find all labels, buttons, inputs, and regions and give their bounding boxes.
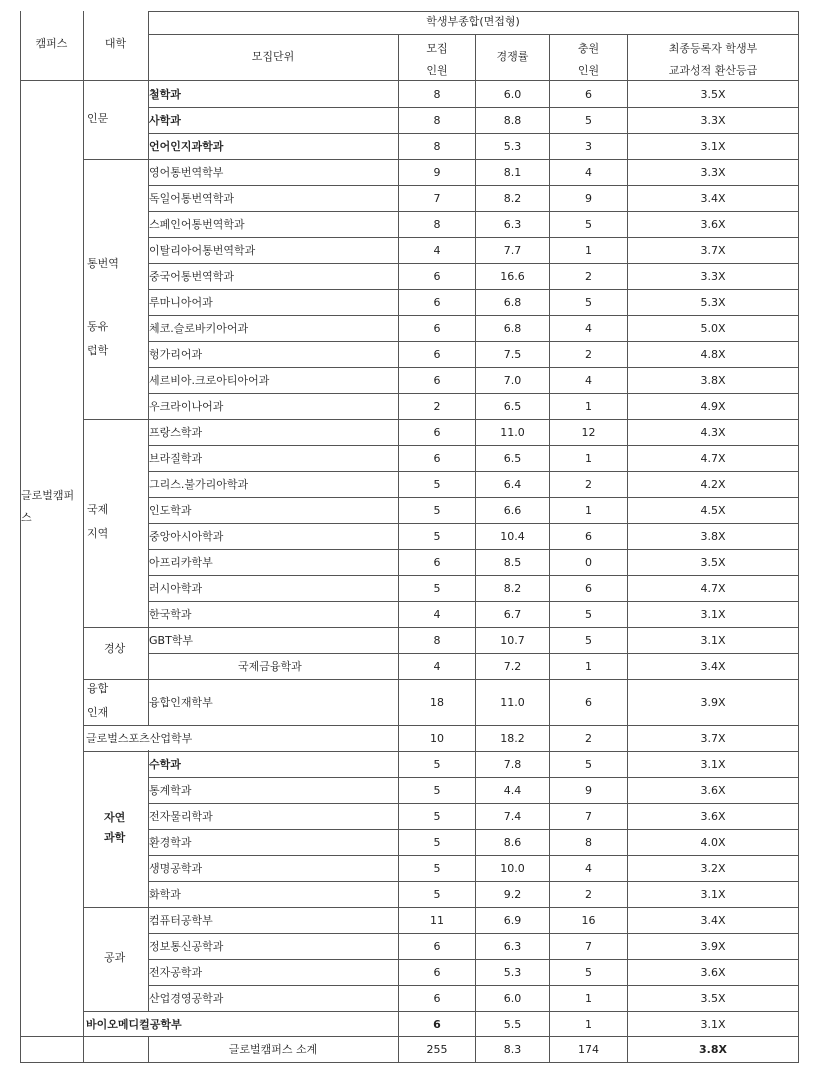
cell-extra: 2	[585, 478, 592, 491]
cell-grade: 4.0X	[700, 836, 726, 849]
cell-ratio: 5.3	[503, 140, 522, 153]
cell-extra: 12	[581, 426, 596, 439]
grid-line	[549, 34, 550, 1063]
cell-grade: 3.1X	[700, 608, 726, 621]
cell-grade: 3.5X	[700, 992, 726, 1005]
grid-line	[20, 1062, 799, 1063]
cell-quota: 2	[433, 400, 441, 413]
cell-unit: 생명공학과	[149, 862, 203, 875]
cell-quota: 6	[433, 992, 441, 1005]
cell-grade: 3.6X	[700, 966, 726, 979]
cell-extra: 6	[585, 530, 592, 543]
cell-quota: 6	[433, 966, 441, 979]
cell-extra: 6	[585, 696, 592, 709]
grid-line	[148, 471, 799, 472]
college-engineering: 공과	[104, 951, 126, 964]
total-extra: 174	[578, 1043, 599, 1056]
grid-line	[798, 11, 799, 1063]
cell-grade: 5.0X	[700, 322, 726, 335]
cell-quota: 8	[433, 88, 441, 101]
cell-extra: 2	[585, 888, 592, 901]
cell-extra: 9	[585, 784, 592, 797]
cell-unit: 중국어통번역학과	[149, 270, 235, 283]
cell-ratio: 8.1	[503, 166, 522, 179]
cell-unit: 글로벌스포츠산업학부	[86, 732, 193, 745]
cell-quota: 5	[433, 758, 441, 771]
cell-unit: 인도학과	[149, 504, 192, 517]
cell-extra: 1	[585, 504, 592, 517]
header-unit: 모집단위	[251, 50, 295, 63]
cell-grade: 3.3X	[700, 270, 726, 283]
cell-quota: 8	[433, 634, 441, 647]
cell-ratio: 5.3	[503, 966, 522, 979]
cell-quota: 6	[433, 374, 441, 387]
cell-quota: 5	[433, 504, 441, 517]
cell-grade: 5.3X	[700, 296, 726, 309]
cell-ratio: 7.4	[503, 810, 522, 823]
cell-grade: 4.3X	[700, 426, 726, 439]
cell-ratio: 6.6	[503, 504, 522, 517]
cell-grade: 3.2X	[700, 862, 726, 875]
cell-ratio: 8.2	[503, 582, 522, 595]
cell-extra: 5	[585, 608, 592, 621]
header-group: 학생부종합(면접형)	[426, 15, 520, 28]
cell-unit: 영어통번역학부	[149, 166, 224, 179]
cell-quota: 4	[433, 660, 441, 673]
cell-extra: 0	[585, 556, 592, 569]
college-business: 경상	[104, 642, 126, 655]
cell-quota: 8	[433, 218, 441, 231]
cell-quota: 5	[433, 862, 441, 875]
cell-unit: 사학과	[149, 114, 181, 127]
cell-extra: 7	[585, 940, 592, 953]
grid-line	[83, 725, 799, 726]
grid-line	[83, 11, 84, 1063]
college-convergence: 융합 인재	[87, 682, 109, 719]
cell-extra: 5	[585, 114, 592, 127]
cell-unit: 화학과	[149, 888, 181, 901]
cell-unit: 그리스.불가리아학과	[149, 478, 249, 491]
cell-extra: 5	[585, 966, 592, 979]
cell-extra: 4	[585, 322, 592, 335]
cell-extra: 1	[585, 1018, 592, 1031]
cell-quota: 8	[433, 140, 441, 153]
cell-grade: 3.1X	[700, 888, 726, 901]
cell-unit: GBT학부	[149, 634, 194, 647]
header-quota: 모집 인원	[426, 42, 448, 77]
grid-line	[83, 627, 799, 628]
cell-quota: 4	[433, 244, 441, 257]
cell-extra: 1	[585, 660, 592, 673]
cell-quota: 18	[430, 696, 444, 709]
grid-line	[20, 80, 799, 81]
cell-ratio: 6.8	[503, 296, 522, 309]
grid-line	[20, 11, 21, 1063]
grid-line	[148, 393, 799, 394]
grid-line	[148, 653, 799, 654]
cell-ratio: 4.4	[503, 784, 522, 797]
cell-extra: 1	[585, 452, 592, 465]
cell-quota: 6	[433, 556, 441, 569]
total-quota: 255	[426, 1043, 448, 1056]
grid-line	[148, 549, 799, 550]
cell-grade: 3.6X	[700, 784, 726, 797]
cell-ratio: 6.0	[503, 992, 522, 1005]
cell-extra: 1	[585, 992, 592, 1005]
cell-unit: 스페인어통번역학과	[149, 218, 245, 231]
cell-quota: 6	[433, 426, 441, 439]
cell-extra: 5	[585, 218, 592, 231]
cell-unit: 루마니아어과	[149, 296, 213, 309]
grid-line	[148, 601, 799, 602]
cell-extra: 6	[585, 88, 592, 101]
cell-grade: 3.6X	[700, 218, 726, 231]
cell-quota: 5	[433, 810, 441, 823]
cell-ratio: 7.5	[503, 348, 522, 361]
cell-extra: 16	[581, 914, 596, 927]
college-international: 국제 지역	[87, 503, 109, 540]
college-interpretation: 통번역	[87, 257, 119, 270]
cell-ratio: 11.0	[500, 426, 525, 439]
cell-ratio: 6.3	[503, 940, 522, 953]
total-grade: 3.8X	[699, 1043, 727, 1056]
cell-ratio: 10.0	[500, 862, 525, 875]
cell-grade: 3.5X	[700, 88, 726, 101]
cell-unit: 전자물리학과	[149, 810, 213, 823]
cell-quota: 5	[433, 478, 441, 491]
total-ratio: 8.3	[503, 1043, 522, 1056]
cell-grade: 3.9X	[700, 696, 726, 709]
cell-grade: 3.1X	[700, 758, 726, 771]
header-extra: 충원 인원	[577, 42, 600, 77]
cell-quota: 6	[433, 322, 441, 335]
cell-grade: 4.8X	[700, 348, 726, 361]
cell-quota: 11	[430, 914, 444, 927]
campus-label: 글로벌캠퍼 스	[21, 489, 75, 524]
grid-line	[148, 777, 799, 778]
cell-extra: 5	[585, 296, 592, 309]
grid-line	[148, 497, 799, 498]
cell-unit: 아프리카학부	[149, 556, 213, 569]
cell-extra: 2	[585, 270, 592, 283]
college-eastern-europe: 동유 럽학	[87, 320, 109, 357]
grid-line	[148, 959, 799, 960]
cell-unit: 정보통신공학과	[149, 940, 224, 953]
college-natural-science: 자연 과학	[104, 811, 126, 844]
grid-line	[148, 185, 799, 186]
cell-ratio: 6.5	[503, 452, 522, 465]
header-college: 대학	[104, 37, 127, 50]
cell-extra: 7	[585, 810, 592, 823]
cell-ratio: 7.8	[503, 758, 522, 771]
grid-line	[148, 237, 799, 238]
cell-unit: 브라질학과	[149, 452, 203, 465]
header-ratio: 경쟁률	[496, 50, 529, 63]
cell-unit: 프랑스학과	[149, 426, 203, 439]
cell-ratio: 11.0	[500, 696, 525, 709]
grid-line	[148, 803, 799, 804]
cell-grade: 4.9X	[700, 400, 726, 413]
cell-unit: 세르비아.크로아티아어과	[149, 374, 270, 387]
grid-line	[398, 34, 399, 1063]
grid-line	[148, 367, 799, 368]
cell-ratio: 6.5	[503, 400, 522, 413]
cell-extra: 4	[585, 166, 592, 179]
cell-ratio: 10.4	[500, 530, 525, 543]
cell-unit: 전자공학과	[149, 966, 203, 979]
grid-line	[148, 933, 799, 934]
cell-extra: 5	[585, 634, 592, 647]
grid-line	[148, 445, 799, 446]
cell-quota: 4	[433, 608, 441, 621]
cell-unit: 국제금융학과	[238, 660, 302, 673]
cell-unit: 헝가리어과	[149, 348, 203, 361]
header-grade: 최종등록자 학생부 교과성적 환산등급	[668, 42, 758, 77]
cell-ratio: 9.2	[503, 888, 522, 901]
cell-unit: 이탈리아어통번역학과	[149, 244, 256, 257]
cell-grade: 3.4X	[700, 192, 726, 205]
cell-quota: 6	[433, 270, 441, 283]
grid-line	[148, 211, 799, 212]
cell-quota: 10	[430, 732, 444, 745]
cell-ratio: 6.0	[503, 88, 522, 101]
cell-ratio: 16.6	[500, 270, 525, 283]
cell-grade: 3.7X	[700, 244, 726, 257]
cell-grade: 3.7X	[700, 732, 726, 745]
grid-line	[148, 523, 799, 524]
cell-grade: 4.5X	[700, 504, 726, 517]
cell-unit: 통계학과	[149, 784, 192, 797]
cell-ratio: 6.3	[503, 218, 522, 231]
cell-unit: 융합인재학부	[149, 696, 213, 709]
cell-unit: 중앙아시아학과	[149, 530, 224, 543]
cell-quota: 6	[433, 452, 441, 465]
cell-ratio: 8.2	[503, 192, 522, 205]
cell-quota: 9	[433, 166, 441, 179]
cell-grade: 4.7X	[700, 582, 726, 595]
cell-unit: 독일어통번역학과	[149, 192, 235, 205]
grid-line	[83, 751, 799, 752]
grid-line	[83, 419, 799, 420]
cell-grade: 4.2X	[700, 478, 726, 491]
cell-grade: 3.4X	[700, 914, 726, 927]
cell-grade: 3.1X	[700, 634, 726, 647]
cell-ratio: 6.8	[503, 322, 522, 335]
grid-line	[148, 575, 799, 576]
cell-grade: 3.4X	[700, 660, 726, 673]
cell-extra: 1	[585, 400, 592, 413]
cell-quota: 5	[433, 530, 441, 543]
cell-ratio: 8.6	[503, 836, 522, 849]
cell-grade: 4.7X	[700, 452, 726, 465]
cell-unit: 환경학과	[149, 836, 192, 849]
grid-line	[475, 34, 476, 1063]
grid-line	[83, 679, 799, 680]
cell-quota: 5	[433, 836, 441, 849]
cell-quota: 5	[433, 582, 441, 595]
cell-ratio: 6.9	[503, 914, 522, 927]
cell-ratio: 6.4	[503, 478, 522, 491]
cell-quota: 6	[433, 1018, 441, 1031]
grid-line	[148, 881, 799, 882]
cell-extra: 9	[585, 192, 592, 205]
cell-extra: 4	[585, 374, 592, 387]
cell-unit: 바이오메디컬공학부	[86, 1018, 182, 1031]
cell-extra: 3	[585, 140, 592, 153]
cell-grade: 3.8X	[700, 374, 726, 387]
cell-quota: 5	[433, 784, 441, 797]
grid-line	[148, 34, 799, 35]
grid-line	[148, 289, 799, 290]
cell-grade: 3.9X	[700, 940, 726, 953]
cell-extra: 8	[585, 836, 592, 849]
grid-line	[83, 159, 799, 160]
cell-extra: 6	[585, 582, 592, 595]
cell-extra: 4	[585, 862, 592, 875]
cell-grade: 3.3X	[700, 166, 726, 179]
total-label: 글로벌캠퍼스 소계	[228, 1043, 318, 1056]
grid-line	[83, 907, 799, 908]
cell-quota: 6	[433, 940, 441, 953]
cell-extra: 2	[585, 732, 592, 745]
cell-unit: 러시아학과	[149, 582, 203, 595]
grid-line	[148, 341, 799, 342]
header-campus: 캠퍼스	[35, 37, 68, 50]
cell-unit: 언어인지과학과	[149, 140, 224, 153]
cell-ratio: 10.7	[500, 634, 525, 647]
cell-ratio: 7.0	[503, 374, 522, 387]
cell-ratio: 6.7	[503, 608, 522, 621]
cell-quota: 6	[433, 296, 441, 309]
cell-unit: 체코.슬로바키아어과	[149, 322, 249, 335]
cell-grade: 3.1X	[700, 140, 726, 153]
cell-unit: 우크라이나어과	[149, 400, 224, 413]
cell-grade: 3.8X	[700, 530, 726, 543]
cell-unit: 컴퓨터공학부	[149, 914, 213, 927]
cell-ratio: 18.2	[500, 732, 525, 745]
cell-grade: 3.3X	[700, 114, 726, 127]
grid-line	[627, 34, 628, 1063]
cell-quota: 7	[433, 192, 441, 205]
cell-ratio: 7.2	[503, 660, 522, 673]
cell-quota: 8	[433, 114, 441, 127]
grid-line	[20, 1036, 799, 1037]
cell-unit: 산업경영공학과	[149, 992, 224, 1005]
cell-extra: 1	[585, 244, 592, 257]
grid-line	[148, 11, 799, 12]
cell-quota: 5	[433, 888, 441, 901]
cell-ratio: 8.5	[503, 556, 522, 569]
grid-line	[148, 829, 799, 830]
cell-unit: 한국학과	[149, 608, 192, 621]
grid-line	[83, 1011, 799, 1012]
grid-line	[148, 985, 799, 986]
cell-ratio: 8.8	[503, 114, 522, 127]
cell-grade: 3.6X	[700, 810, 726, 823]
cell-quota: 6	[433, 348, 441, 361]
grid-line	[148, 107, 799, 108]
cell-extra: 5	[585, 758, 592, 771]
cell-ratio: 5.5	[503, 1018, 522, 1031]
cell-unit: 수학과	[149, 758, 181, 771]
cell-grade: 3.1X	[700, 1018, 726, 1031]
cell-extra: 2	[585, 348, 592, 361]
college-humanities: 인문	[87, 112, 109, 125]
cell-unit: 철학과	[149, 88, 181, 101]
grid-line	[148, 315, 799, 316]
grid-line	[148, 263, 799, 264]
grid-line	[148, 133, 799, 134]
cell-ratio: 7.7	[503, 244, 522, 257]
grid-line	[148, 855, 799, 856]
cell-grade: 3.5X	[700, 556, 726, 569]
